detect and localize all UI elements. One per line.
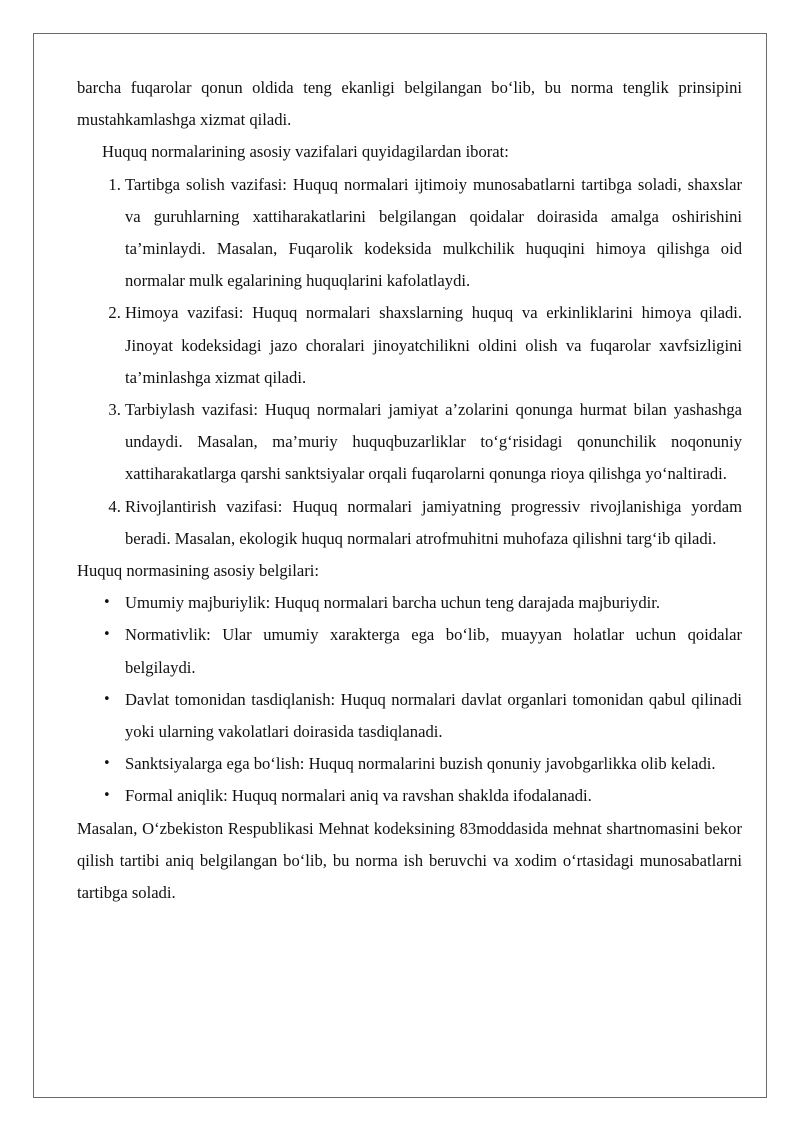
list-item-text: Normativlik: Ular umumiy xarakterga ega bo‘lib, muayyan holatlar uchun qoidalar belgilaydi. xyxy=(125,625,742,677)
bullet-icon: • xyxy=(103,627,111,643)
list-item: 1. Tartibga solish vazifasi: Huquq normalari ijtimoiy munosabatlarni tartibga soladi, shaxslar va guruhlarning xattiharakatlarini belgilangan qoidalar doirasida amalga oshirishini ta’minlaydi. Masalan, Fuqarolik kodeksida mulkchilik huquqini himoya qilishga oid normalar mulk egalarining huquqlarini kafolatlaydi. xyxy=(125,169,742,298)
bullet-icon: • xyxy=(103,595,111,611)
list-item xyxy=(103,684,742,748)
list-item: 3. Tarbiylash vazifasi: Huquq normalari jamiyat a’zolarini qonunga hurmat bilan yashashga undaydi. Masalan, ma’muriy huquqbuzarliklar to‘g‘risidagi qonunchilik noqonuniy xattiharakatlarga qarshi sanktsiyalar orqali fuqarolarni qonunga rioya qilishga yo‘naltiradi. xyxy=(125,394,742,491)
bullet-icon: • xyxy=(103,788,111,804)
functions-list xyxy=(77,169,742,555)
list-item-text: Formal aniqlik: Huquq normalari aniq va ravshan shaklda ifodalanadi. xyxy=(125,786,592,806)
features-list xyxy=(77,587,742,812)
list-item: 4. Rivojlantirish vazifasi: Huquq normalari jamiyatning progressiv rivojlanishiga yordam beradi. Masalan, ekologik huquq normalari atrofmuhitni muhofaza qilishni targ‘ib qiladi. xyxy=(125,491,742,555)
list-item: 2. Himoya vazifasi: Huquq normalari shaxslarning huquq va erkinliklarini himoya qiladi. Jinoyat kodeksidagi jazo choralari jinoyatchilikni oldini olish va fuqarolar xavfsizligini ta’minlashga xizmat qiladi. xyxy=(125,297,742,394)
intro-paragraph: barcha fuqarolar qonun oldida teng ekanligi belgilangan bo‘lib, bu norma tenglik prinsipini mustahkamlashga xizmat qiladi. xyxy=(77,78,742,130)
list-item xyxy=(103,780,742,812)
list-item xyxy=(103,587,742,619)
list-item xyxy=(103,748,742,780)
document-body xyxy=(77,72,742,909)
list-item-text: Umumiy majburiylik: Huquq normalari barcha uchun teng darajada majburiydir. xyxy=(125,593,661,613)
features-heading: Huquq normasining asosiy belgilari: xyxy=(77,561,319,581)
list-item-text: Davlat tomonidan tasdiqlanish: Huquq normalari davlat organlari tomonidan qabul qilinadi yoki ularning vakolatlari doirasida tasdiqlanadi. xyxy=(125,689,742,742)
list-item xyxy=(103,619,742,683)
closing-paragraph: Masalan, O‘zbekiston Respublikasi Mehnat kodeksining 83moddasida mehnat shartnomasini bekor qilish tartibi aniq belgilangan bo‘lib, bu norma ish beruvchi va xodim o‘rtasidagi munosabatlarni tartibga soladi. xyxy=(77,818,742,903)
bullet-icon: • xyxy=(103,691,111,707)
list-item-text: Sanktsiyalarga ega bo‘lish: Huquq normalarini buzish qonuniy javobgarlikka olib keladi. xyxy=(125,754,716,774)
functions-heading: Huquq normalarining asosiy vazifalari quyidagilardan iborat: xyxy=(102,142,509,162)
bullet-icon: • xyxy=(103,756,111,772)
